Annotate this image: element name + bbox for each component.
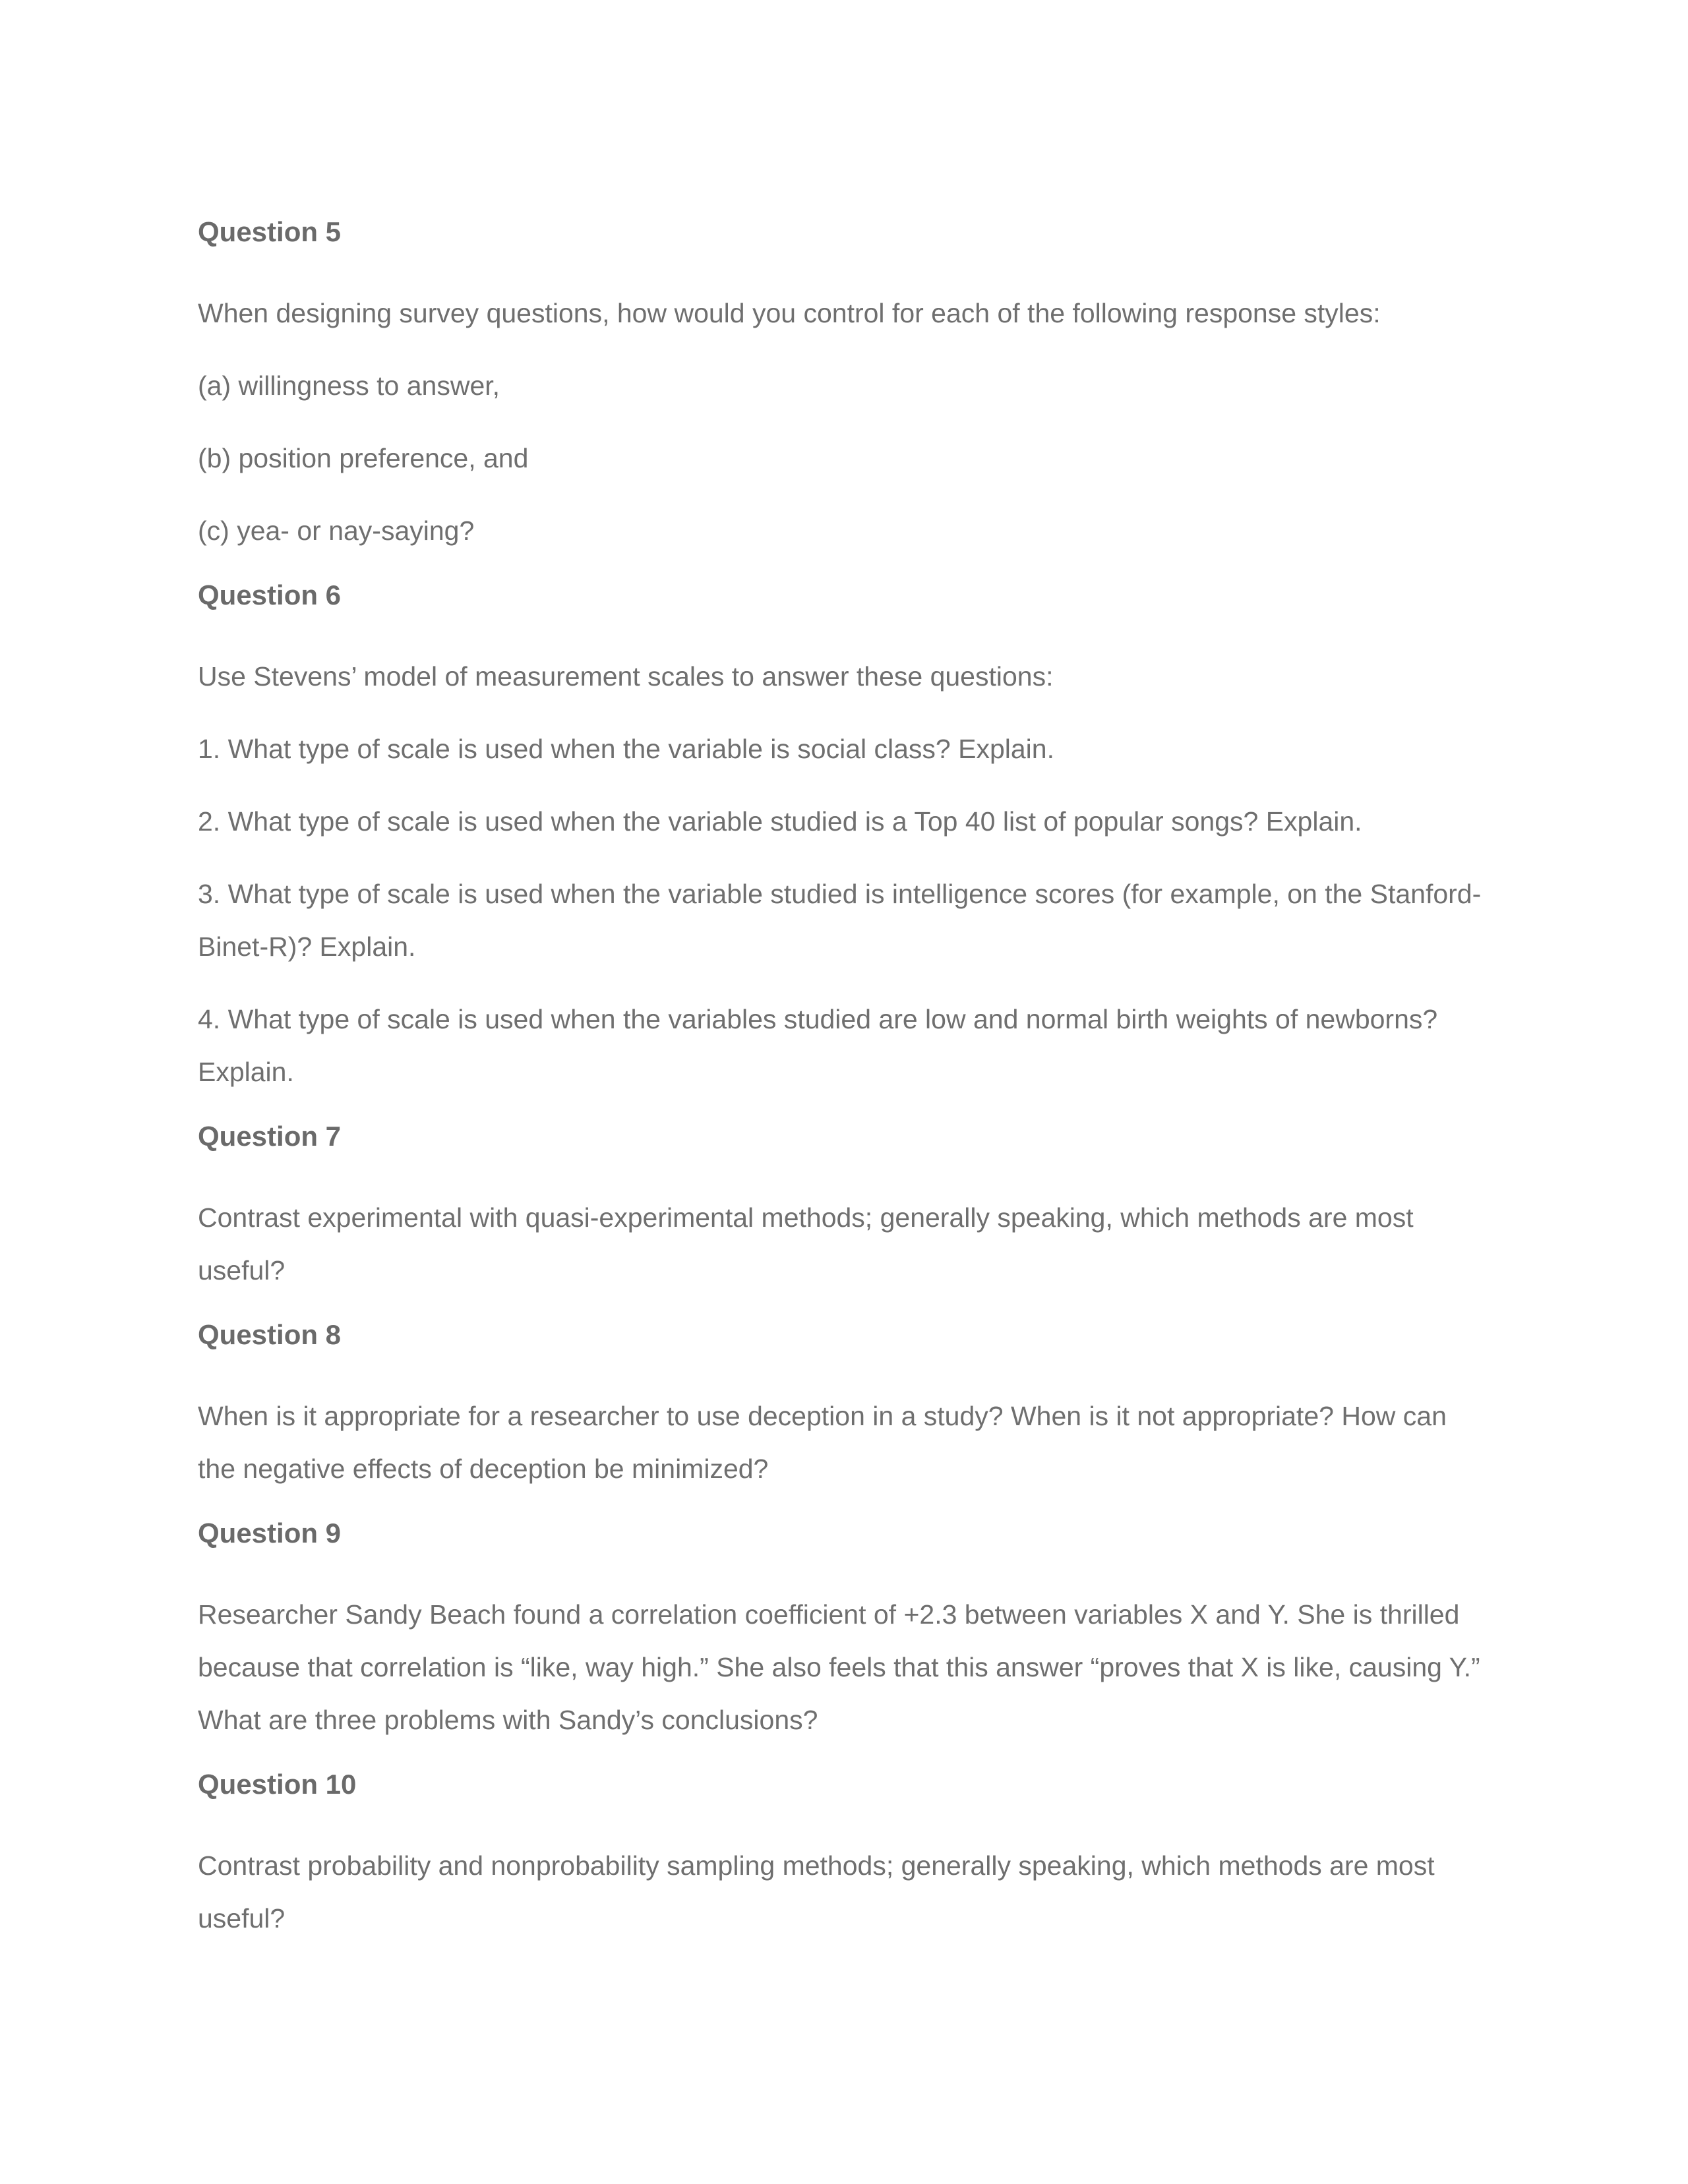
question-6-item-3: 3. What type of scale is used when the variable studied is intelligence scores (for example, on the Stanford-Binet-R)? Explain. — [198, 879, 1482, 962]
question-6-prompt: Use Stevens’ model of measurement scales to answer these questions: — [198, 661, 1054, 692]
question-9-prompt: Researcher Sandy Beach found a correlation coefficient of +2.3 between variables X and Y. She is thrilled because that correlation is “like, way high.” She also feels that this answer “proves that X is like, causing Y.” What are three problems with Sandy’s conclusions? — [198, 1599, 1480, 1735]
question-8-section — [198, 1316, 1490, 1495]
question-6-item-4: 4. What type of scale is used when the variables studied are low and normal birth weights of newborns? Explain. — [198, 1004, 1438, 1087]
question-6-item-1: 1. What type of scale is used when the variable is social class? Explain. — [198, 734, 1054, 764]
question-6-section — [198, 577, 1490, 1098]
question-8-heading: Question 8 — [198, 1319, 342, 1350]
question-8-prompt: When is it appropriate for a researcher to use deception in a study? When is it not appropriate? How can the negative effects of deception be minimized? — [198, 1401, 1447, 1484]
question-7-prompt: Contrast experimental with quasi-experimental methods; generally speaking, which methods are most useful? — [198, 1202, 1414, 1285]
question-6-heading: Question 6 — [198, 579, 342, 610]
question-9-section — [198, 1515, 1490, 1746]
question-5-item-b: (b) position preference, and — [198, 443, 529, 473]
question-5-prompt: When designing survey questions, how would you control for each of the following response styles: — [198, 298, 1381, 328]
question-7-heading: Question 7 — [198, 1121, 342, 1152]
question-5-item-c: (c) yea- or nay-saying? — [198, 516, 475, 546]
question-9-heading: Question 9 — [198, 1518, 342, 1549]
question-10-prompt: Contrast probability and nonprobability sampling methods; generally speaking, which methods are most useful? — [198, 1850, 1435, 1933]
question-10-section — [198, 1766, 1490, 1945]
question-5-section — [198, 214, 1490, 557]
document-content — [198, 214, 1490, 1964]
question-10-heading: Question 10 — [198, 1769, 357, 1800]
question-6-item-2: 2. What type of scale is used when the variable studied is a Top 40 list of popular songs? Explain. — [198, 806, 1362, 837]
question-5-heading: Question 5 — [198, 216, 342, 247]
question-5-item-a: (a) willingness to answer, — [198, 370, 500, 401]
question-7-section — [198, 1118, 1490, 1297]
